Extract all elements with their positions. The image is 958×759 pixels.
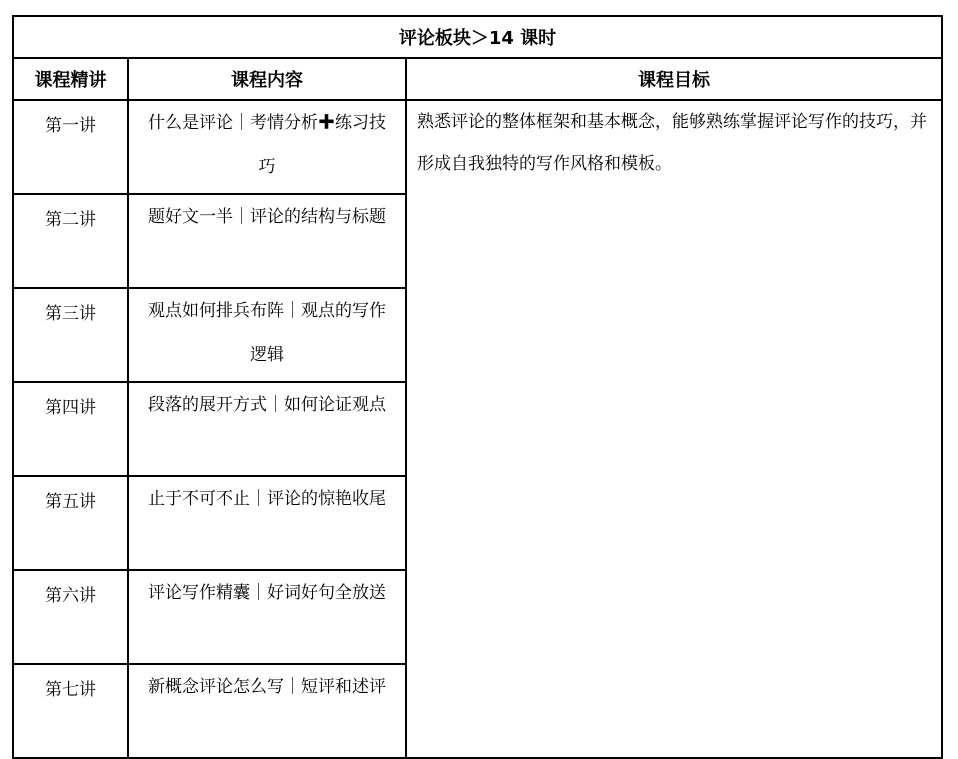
lecture-cell: 第三讲 <box>13 288 128 382</box>
lecture-cell: 第六讲 <box>13 570 128 664</box>
lecture-cell: 第五讲 <box>13 476 128 570</box>
header-lecture: 课程精讲 <box>13 58 128 100</box>
content-cell: 段落的展开方式｜如何论证观点 <box>128 382 406 476</box>
lecture-cell: 第二讲 <box>13 194 128 288</box>
course-table <box>12 15 943 759</box>
goal-cell: 熟悉评论的整体框架和基本概念，能够熟练掌握评论写作的技巧，并形成自我独特的写作风格和模板。 <box>406 100 942 758</box>
lecture-cell: 第四讲 <box>13 382 128 476</box>
lecture-cell: 第七讲 <box>13 664 128 758</box>
lecture-cell: 第一讲 <box>13 100 128 194</box>
content-cell: 止于不可不止｜评论的惊艳收尾 <box>128 476 406 570</box>
header-goal: 课程目标 <box>406 58 942 100</box>
header-row <box>13 58 942 100</box>
header-content: 课程内容 <box>128 58 406 100</box>
content-cell: 观点如何排兵布阵｜观点的写作逻辑 <box>128 288 406 382</box>
table-row <box>13 100 942 194</box>
content-cell: 题好文一半｜评论的结构与标题 <box>128 194 406 288</box>
title-row <box>13 16 942 58</box>
content-cell: 新概念评论怎么写｜短评和述评 <box>128 664 406 758</box>
table-title: 评论板块＞14 课时 <box>13 16 942 58</box>
content-cell: 什么是评论｜考情分析✚练习技巧 <box>128 100 406 194</box>
content-cell: 评论写作精囊｜好词好句全放送 <box>128 570 406 664</box>
